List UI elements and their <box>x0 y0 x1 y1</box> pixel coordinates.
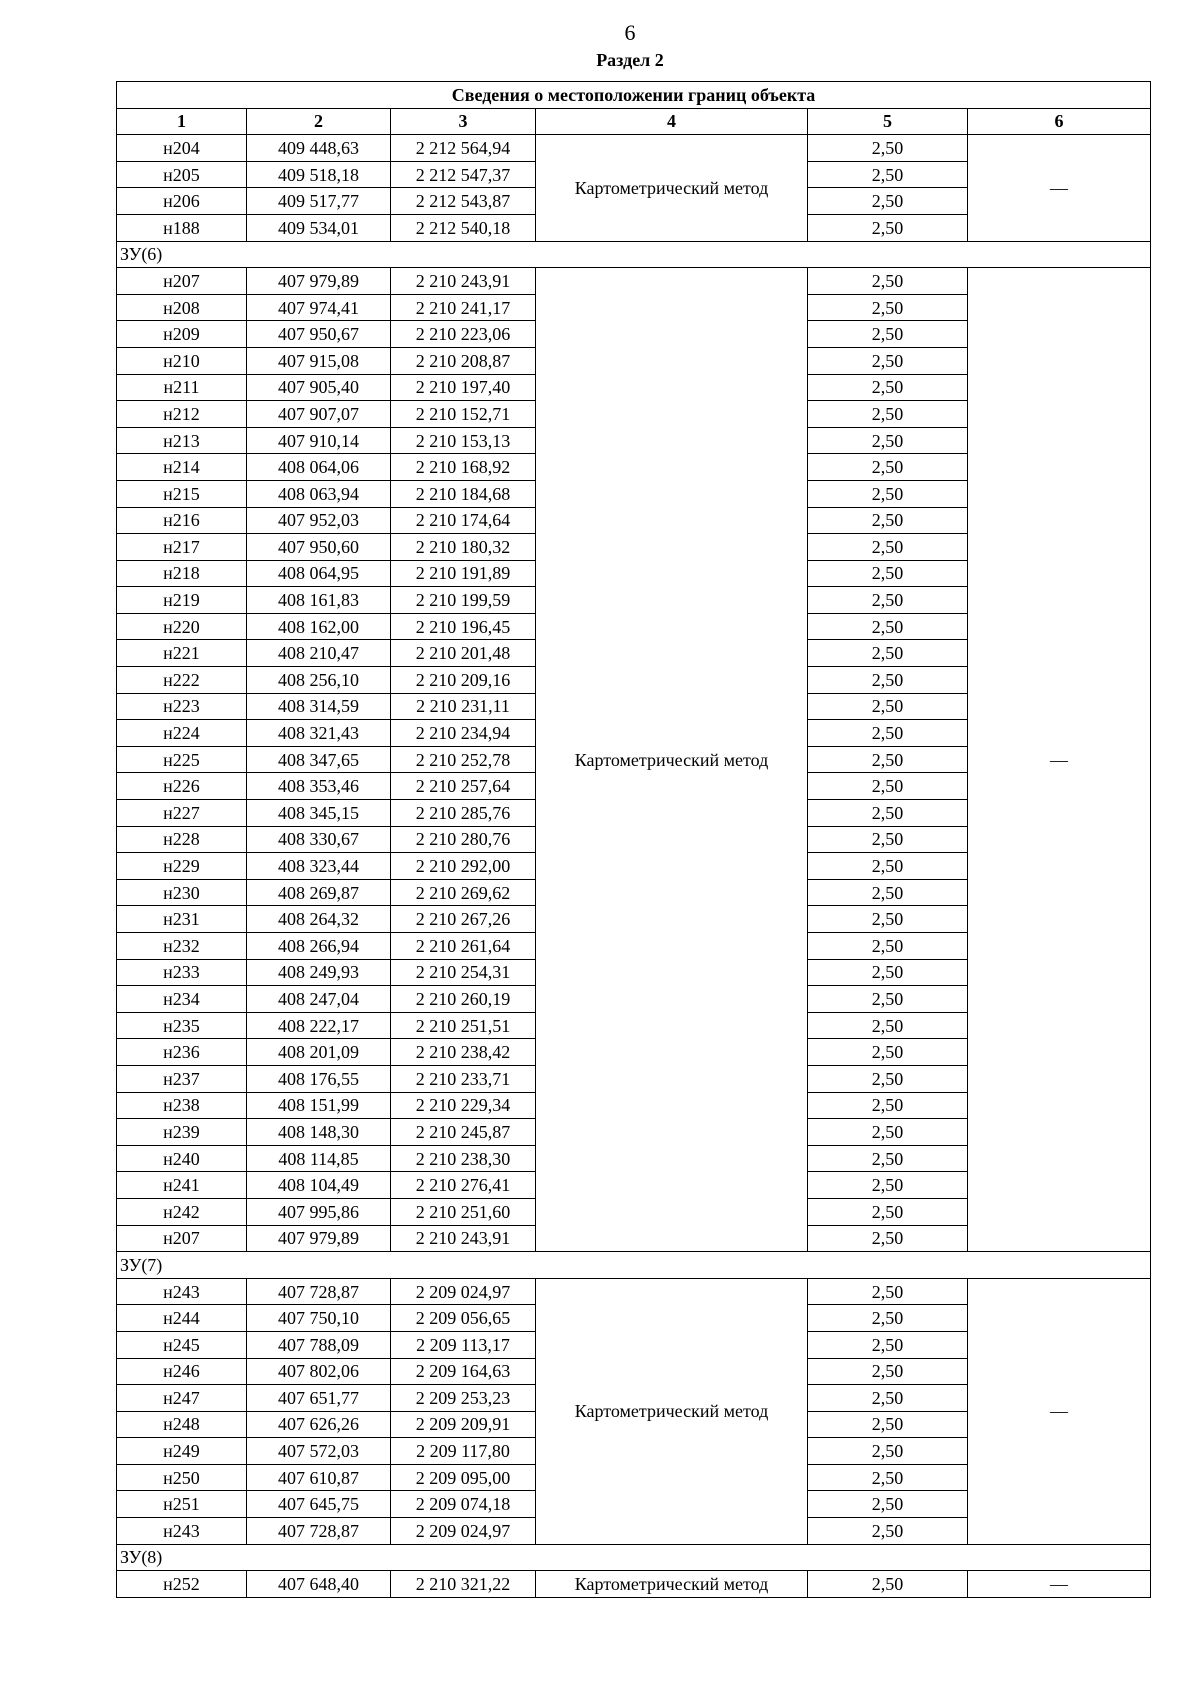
method-cell: Картометрический метод <box>536 1278 808 1544</box>
point-id: н207 <box>117 1225 247 1252</box>
group-label: ЗУ(8) <box>117 1544 1151 1571</box>
point-id: н243 <box>117 1518 247 1545</box>
coordinate-y: 2 210 231,11 <box>391 693 536 720</box>
point-id: н238 <box>117 1092 247 1119</box>
boundary-coordinates-table <box>116 81 1151 1598</box>
coordinate-y: 2 209 095,00 <box>391 1464 536 1491</box>
coordinate-y: 2 210 234,94 <box>391 720 536 747</box>
coordinate-x: 408 321,43 <box>247 720 391 747</box>
coordinate-x: 408 345,15 <box>247 800 391 827</box>
coordinate-y: 2 210 191,89 <box>391 560 536 587</box>
coordinate-x: 407 626,26 <box>247 1411 391 1438</box>
note-cell: — <box>968 135 1151 241</box>
precision-value: 2,50 <box>808 986 968 1013</box>
point-id: н241 <box>117 1172 247 1199</box>
point-id: н218 <box>117 560 247 587</box>
note-cell: — <box>968 1571 1151 1598</box>
point-id: н210 <box>117 347 247 374</box>
coordinate-x: 409 448,63 <box>247 135 391 162</box>
precision-value: 2,50 <box>808 1385 968 1412</box>
precision-value: 2,50 <box>808 507 968 534</box>
coordinate-x: 407 572,03 <box>247 1438 391 1465</box>
point-id: н230 <box>117 879 247 906</box>
precision-value: 2,50 <box>808 374 968 401</box>
point-id: н211 <box>117 374 247 401</box>
precision-value: 2,50 <box>808 268 968 295</box>
precision-value: 2,50 <box>808 294 968 321</box>
precision-value: 2,50 <box>808 454 968 481</box>
precision-value: 2,50 <box>808 321 968 348</box>
coordinate-y: 2 212 540,18 <box>391 214 536 241</box>
coordinate-y: 2 210 245,87 <box>391 1119 536 1146</box>
table-row <box>117 135 1151 162</box>
precision-value: 2,50 <box>808 1305 968 1332</box>
group-label: ЗУ(6) <box>117 241 1151 268</box>
precision-value: 2,50 <box>808 773 968 800</box>
coordinate-y: 2 210 251,51 <box>391 1012 536 1039</box>
table-row <box>117 268 1151 295</box>
precision-value: 2,50 <box>808 1571 968 1598</box>
precision-value: 2,50 <box>808 214 968 241</box>
point-id: н252 <box>117 1571 247 1598</box>
point-id: н246 <box>117 1358 247 1385</box>
point-id: н209 <box>117 321 247 348</box>
table-title-row <box>117 82 1151 109</box>
note-cell: — <box>968 268 1151 1252</box>
coordinate-y: 2 210 196,45 <box>391 613 536 640</box>
point-id: н220 <box>117 613 247 640</box>
coordinate-x: 407 974,41 <box>247 294 391 321</box>
precision-value: 2,50 <box>808 879 968 906</box>
coordinate-y: 2 210 238,42 <box>391 1039 536 1066</box>
point-id: н233 <box>117 959 247 986</box>
point-id: н249 <box>117 1438 247 1465</box>
precision-value: 2,50 <box>808 161 968 188</box>
point-id: н247 <box>117 1385 247 1412</box>
precision-value: 2,50 <box>808 560 968 587</box>
coordinate-x: 408 222,17 <box>247 1012 391 1039</box>
precision-value: 2,50 <box>808 667 968 694</box>
coordinate-y: 2 210 184,68 <box>391 480 536 507</box>
point-id: н227 <box>117 800 247 827</box>
coordinate-x: 409 517,77 <box>247 188 391 215</box>
point-id: н216 <box>117 507 247 534</box>
precision-value: 2,50 <box>808 1278 968 1305</box>
coordinate-y: 2 210 209,16 <box>391 667 536 694</box>
method-cell: Картометрический метод <box>536 268 808 1252</box>
point-id: н245 <box>117 1331 247 1358</box>
coordinate-x: 408 347,65 <box>247 746 391 773</box>
coordinate-y: 2 210 233,71 <box>391 1065 536 1092</box>
coordinate-y: 2 210 321,22 <box>391 1571 536 1598</box>
coordinate-y: 2 210 251,60 <box>391 1198 536 1225</box>
precision-value: 2,50 <box>808 347 968 374</box>
column-header: 3 <box>391 108 536 135</box>
coordinate-x: 407 645,75 <box>247 1491 391 1518</box>
coordinate-x: 407 950,67 <box>247 321 391 348</box>
coordinate-x: 408 247,04 <box>247 986 391 1013</box>
precision-value: 2,50 <box>808 1012 968 1039</box>
group-label: ЗУ(7) <box>117 1252 1151 1279</box>
precision-value: 2,50 <box>808 1065 968 1092</box>
coordinate-x: 408 114,85 <box>247 1145 391 1172</box>
point-id: н215 <box>117 480 247 507</box>
precision-value: 2,50 <box>808 534 968 561</box>
precision-value: 2,50 <box>808 959 968 986</box>
precision-value: 2,50 <box>808 746 968 773</box>
coordinate-y: 2 209 056,65 <box>391 1305 536 1332</box>
coordinate-x: 407 910,14 <box>247 427 391 454</box>
coordinate-y: 2 210 238,30 <box>391 1145 536 1172</box>
coordinate-y: 2 210 243,91 <box>391 268 536 295</box>
point-id: н248 <box>117 1411 247 1438</box>
coordinate-y: 2 210 254,31 <box>391 959 536 986</box>
coordinate-x: 407 728,87 <box>247 1518 391 1545</box>
precision-value: 2,50 <box>808 480 968 507</box>
coordinate-y: 2 210 229,34 <box>391 1092 536 1119</box>
coordinate-x: 408 330,67 <box>247 826 391 853</box>
point-id: н222 <box>117 667 247 694</box>
precision-value: 2,50 <box>808 720 968 747</box>
coordinate-x: 407 750,10 <box>247 1305 391 1332</box>
coordinate-x: 408 176,55 <box>247 1065 391 1092</box>
coordinate-x: 408 161,83 <box>247 587 391 614</box>
coordinate-y: 2 212 564,94 <box>391 135 536 162</box>
precision-value: 2,50 <box>808 401 968 428</box>
coordinate-x: 408 151,99 <box>247 1092 391 1119</box>
point-id: н223 <box>117 693 247 720</box>
precision-value: 2,50 <box>808 906 968 933</box>
coordinate-y: 2 209 117,80 <box>391 1438 536 1465</box>
coordinate-y: 2 209 024,97 <box>391 1278 536 1305</box>
coordinate-x: 407 979,89 <box>247 1225 391 1252</box>
precision-value: 2,50 <box>808 933 968 960</box>
precision-value: 2,50 <box>808 613 968 640</box>
page-number: 6 <box>624 20 636 45</box>
precision-value: 2,50 <box>808 693 968 720</box>
coordinate-y: 2 210 152,71 <box>391 401 536 428</box>
precision-value: 2,50 <box>808 1119 968 1146</box>
column-header: 6 <box>968 108 1151 135</box>
precision-value: 2,50 <box>808 1039 968 1066</box>
coordinate-x: 407 952,03 <box>247 507 391 534</box>
point-id: н250 <box>117 1464 247 1491</box>
precision-value: 2,50 <box>808 1172 968 1199</box>
coordinate-x: 407 610,87 <box>247 1464 391 1491</box>
point-id: н242 <box>117 1198 247 1225</box>
coordinate-y: 2 210 267,26 <box>391 906 536 933</box>
coordinate-y: 2 210 199,59 <box>391 587 536 614</box>
coordinate-y: 2 210 285,76 <box>391 800 536 827</box>
column-header: 4 <box>536 108 808 135</box>
coordinate-x: 408 256,10 <box>247 667 391 694</box>
coordinate-y: 2 209 024,97 <box>391 1518 536 1545</box>
point-id: н229 <box>117 853 247 880</box>
point-id: н214 <box>117 454 247 481</box>
precision-value: 2,50 <box>808 188 968 215</box>
coordinate-x: 408 210,47 <box>247 640 391 667</box>
coordinate-x: 408 269,87 <box>247 879 391 906</box>
coordinate-y: 2 210 257,64 <box>391 773 536 800</box>
note-cell: — <box>968 1278 1151 1544</box>
coordinate-x: 408 063,94 <box>247 480 391 507</box>
group-label-row <box>117 1544 1151 1571</box>
group-label-row <box>117 241 1151 268</box>
point-id: н236 <box>117 1039 247 1066</box>
precision-value: 2,50 <box>808 1092 968 1119</box>
table-row <box>117 1571 1151 1598</box>
precision-value: 2,50 <box>808 1198 968 1225</box>
point-id: н228 <box>117 826 247 853</box>
coordinate-x: 409 534,01 <box>247 214 391 241</box>
coordinate-y: 2 210 153,13 <box>391 427 536 454</box>
table-body <box>117 82 1151 1598</box>
point-id: н204 <box>117 135 247 162</box>
point-id: н237 <box>117 1065 247 1092</box>
coordinate-x: 408 249,93 <box>247 959 391 986</box>
coordinate-y: 2 210 276,41 <box>391 1172 536 1199</box>
point-id: н221 <box>117 640 247 667</box>
point-id: н206 <box>117 188 247 215</box>
coordinate-y: 2 209 253,23 <box>391 1385 536 1412</box>
precision-value: 2,50 <box>808 1518 968 1545</box>
table-row <box>117 1278 1151 1305</box>
point-id: н224 <box>117 720 247 747</box>
coordinate-x: 408 148,30 <box>247 1119 391 1146</box>
precision-value: 2,50 <box>808 826 968 853</box>
precision-value: 2,50 <box>808 427 968 454</box>
coordinate-x: 407 788,09 <box>247 1331 391 1358</box>
coordinate-y: 2 209 209,91 <box>391 1411 536 1438</box>
point-id: н231 <box>117 906 247 933</box>
precision-value: 2,50 <box>808 587 968 614</box>
point-id: н244 <box>117 1305 247 1332</box>
coordinate-x: 407 979,89 <box>247 268 391 295</box>
precision-value: 2,50 <box>808 1145 968 1172</box>
precision-value: 2,50 <box>808 1491 968 1518</box>
precision-value: 2,50 <box>808 853 968 880</box>
coordinate-y: 2 209 074,18 <box>391 1491 536 1518</box>
coordinate-x: 408 064,06 <box>247 454 391 481</box>
coordinate-y: 2 210 269,62 <box>391 879 536 906</box>
point-id: н243 <box>117 1278 247 1305</box>
point-id: н239 <box>117 1119 247 1146</box>
coordinate-x: 408 162,00 <box>247 613 391 640</box>
coordinate-x: 407 728,87 <box>247 1278 391 1305</box>
coordinate-x: 407 915,08 <box>247 347 391 374</box>
point-id: н226 <box>117 773 247 800</box>
coordinate-y: 2 210 260,19 <box>391 986 536 1013</box>
coordinate-y: 2 212 543,87 <box>391 188 536 215</box>
coordinate-x: 407 950,60 <box>247 534 391 561</box>
point-id: н207 <box>117 268 247 295</box>
coordinate-x: 407 648,40 <box>247 1571 391 1598</box>
coordinate-y: 2 210 241,17 <box>391 294 536 321</box>
coordinate-x: 408 264,32 <box>247 906 391 933</box>
point-id: н208 <box>117 294 247 321</box>
point-id: н219 <box>117 587 247 614</box>
section-title: Раздел 2 <box>596 50 664 70</box>
precision-value: 2,50 <box>808 640 968 667</box>
point-id: н240 <box>117 1145 247 1172</box>
coordinate-x: 407 907,07 <box>247 401 391 428</box>
point-id: н225 <box>117 746 247 773</box>
precision-value: 2,50 <box>808 1438 968 1465</box>
precision-value: 2,50 <box>808 800 968 827</box>
method-cell: Картометрический метод <box>536 135 808 241</box>
coordinate-y: 2 210 243,91 <box>391 1225 536 1252</box>
coordinate-y: 2 209 113,17 <box>391 1331 536 1358</box>
point-id: н232 <box>117 933 247 960</box>
precision-value: 2,50 <box>808 1225 968 1252</box>
coordinate-y: 2 210 252,78 <box>391 746 536 773</box>
coordinate-y: 2 210 180,32 <box>391 534 536 561</box>
point-id: н251 <box>117 1491 247 1518</box>
coordinate-y: 2 210 174,64 <box>391 507 536 534</box>
precision-value: 2,50 <box>808 135 968 162</box>
coordinate-y: 2 210 261,64 <box>391 933 536 960</box>
coordinate-x: 408 064,95 <box>247 560 391 587</box>
coordinate-y: 2 212 547,37 <box>391 161 536 188</box>
column-header: 5 <box>808 108 968 135</box>
coordinate-y: 2 210 223,06 <box>391 321 536 348</box>
precision-value: 2,50 <box>808 1464 968 1491</box>
group-label-row <box>117 1252 1151 1279</box>
coordinate-x: 408 201,09 <box>247 1039 391 1066</box>
coordinate-x: 408 266,94 <box>247 933 391 960</box>
method-cell: Картометрический метод <box>536 1571 808 1598</box>
point-id: н217 <box>117 534 247 561</box>
coordinate-y: 2 210 201,48 <box>391 640 536 667</box>
coordinate-y: 2 210 197,40 <box>391 374 536 401</box>
coordinate-x: 408 323,44 <box>247 853 391 880</box>
precision-value: 2,50 <box>808 1358 968 1385</box>
point-id: н234 <box>117 986 247 1013</box>
coordinate-y: 2 210 168,92 <box>391 454 536 481</box>
table-title: Сведения о местоположении границ объекта <box>117 82 1151 109</box>
precision-value: 2,50 <box>808 1411 968 1438</box>
coordinate-y: 2 209 164,63 <box>391 1358 536 1385</box>
point-id: н205 <box>117 161 247 188</box>
column-header-row <box>117 108 1151 135</box>
precision-value: 2,50 <box>808 1331 968 1358</box>
column-header: 1 <box>117 108 247 135</box>
coordinate-x: 407 995,86 <box>247 1198 391 1225</box>
coordinate-y: 2 210 208,87 <box>391 347 536 374</box>
coordinate-x: 407 905,40 <box>247 374 391 401</box>
point-id: н188 <box>117 214 247 241</box>
point-id: н235 <box>117 1012 247 1039</box>
column-header: 2 <box>247 108 391 135</box>
coordinate-x: 408 104,49 <box>247 1172 391 1199</box>
point-id: н213 <box>117 427 247 454</box>
coordinate-x: 409 518,18 <box>247 161 391 188</box>
coordinate-x: 407 802,06 <box>247 1358 391 1385</box>
coordinate-y: 2 210 292,00 <box>391 853 536 880</box>
coordinate-x: 408 353,46 <box>247 773 391 800</box>
point-id: н212 <box>117 401 247 428</box>
coordinate-x: 408 314,59 <box>247 693 391 720</box>
coordinate-y: 2 210 280,76 <box>391 826 536 853</box>
coordinate-x: 407 651,77 <box>247 1385 391 1412</box>
